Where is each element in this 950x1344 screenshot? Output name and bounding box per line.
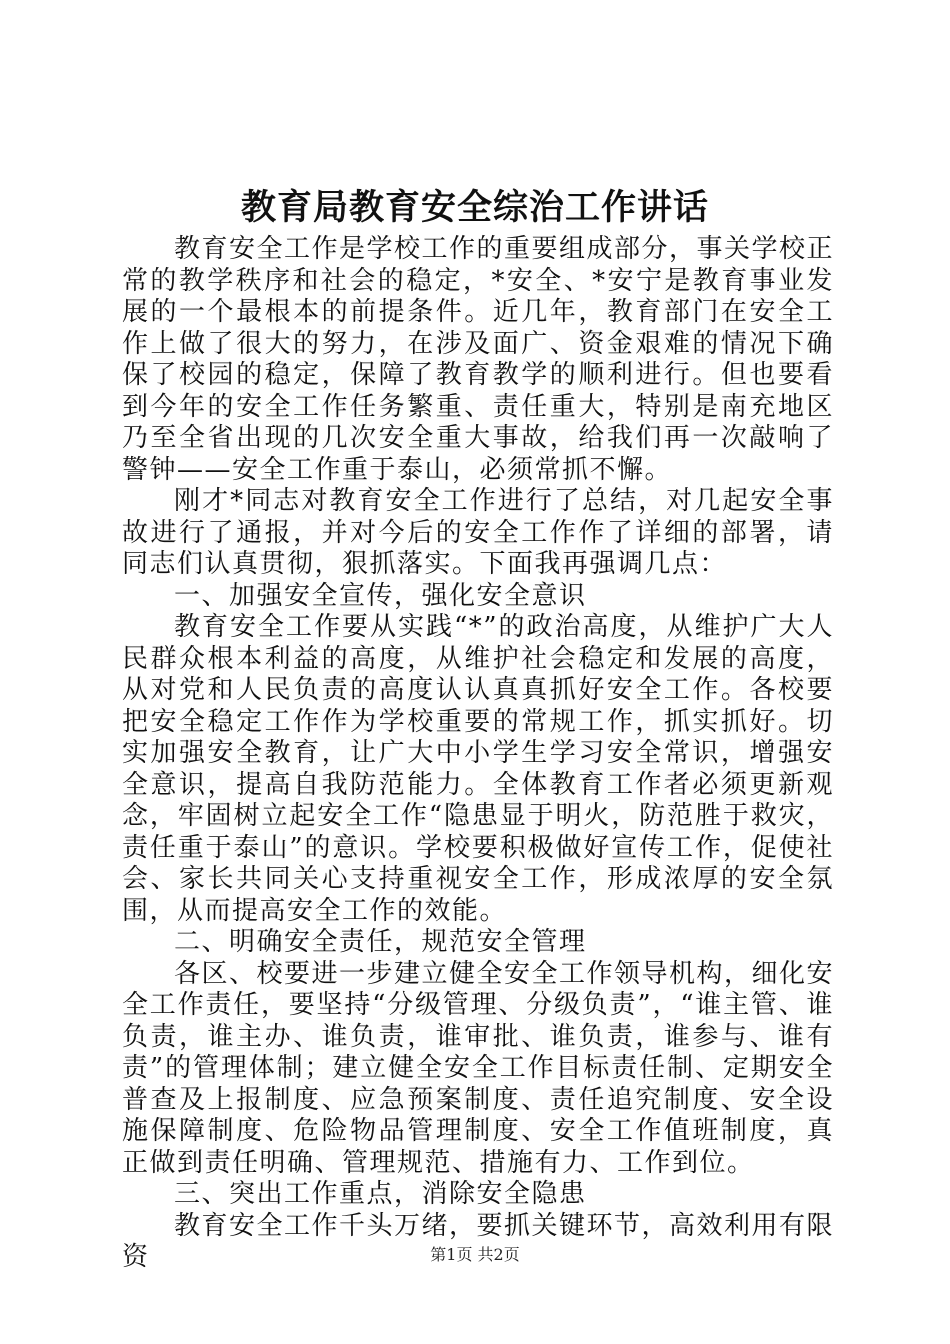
section-heading-1: 一、加强安全宣传，强化安全意识 (174, 580, 587, 611)
page-number-footer: 第1页 共2页 (430, 1245, 520, 1264)
paragraph-section-1: 教育安全工作要从实践“*”的政治高度，从维护广大人民群众根本利益的高度，从维护社会稳定和发展的高度，从对党和人民负责的高度认认真真抓好安全工作。各校要把安全稳定工作作为学校重要的常规工作，抓实抓好。切实加强安全教育，让广大中小学生学习安全常识，增强安全意识，提高自我防范能力。全体教育工作者必须更新观念，牢固树立起安全工作“隐患显于明火，防范胜于救灾，责任重于泰山”的意识。学校要积极做好宣传工作，促使社会、家长共同关心支持重视安全工作，形成浓厚的安全氛围，从而提高安全工作的效能。 (122, 612, 834, 926)
paragraph-section-3: 教育安全工作千头万绪，要抓关键环节，高效利用有限资 (122, 1210, 835, 1272)
paragraph-summary: 刚才*同志对教育安全工作进行了总结，对几起安全事故进行了通报，并对今后的安全工作作了详细的部署，请同志们认真贯彻，狠抓落实。下面我再强调几点： (122, 486, 834, 579)
section-heading-3: 三、突出工作重点，消除安全隐患 (174, 1179, 587, 1209)
paragraph-intro: 教育安全工作是学校工作的重要组成部分，事关学校正常的教学秩序和社会的稳定，*安全、*安宁是教育事业发展的一个最根本的前提条件。近几年，教育部门在安全工作上做了很大的努力，在涉及面广、资金艰难的情况下确保了校园的稳定，保障了教育教学的顺利进行。但也要看到今年的安全工作任务繁重、责任重大，特别是南充地区乃至全省出现的几次安全重大事故，给我们再一次敲响了警钟——安全工作重于泰山，必须常抓不懈。 (122, 234, 835, 485)
section-heading-2: 二、明确安全责任，规范安全管理 (174, 927, 587, 957)
paragraph-section-2: 各区、校要进一步建立健全安全工作领导机构，细化安全工作责任，要坚持“分级管理、分级负责”，“谁主管、谁负责，谁主办、谁负责，谁审批、谁负责，谁参与、谁有责”的管理体制；建立健全安全工作目标责任制、定期安全普查及上报制度、应急预案制度、责任追究制度、安全设施保障制度、危险物品管理制度、安全工作值班制度，真正做到责任明确、管理规范、措施有力、工作到位。 (122, 958, 835, 1178)
document-title: 教育局教育安全综治工作讲话 (240, 187, 709, 228)
document-body (122, 234, 834, 1274)
